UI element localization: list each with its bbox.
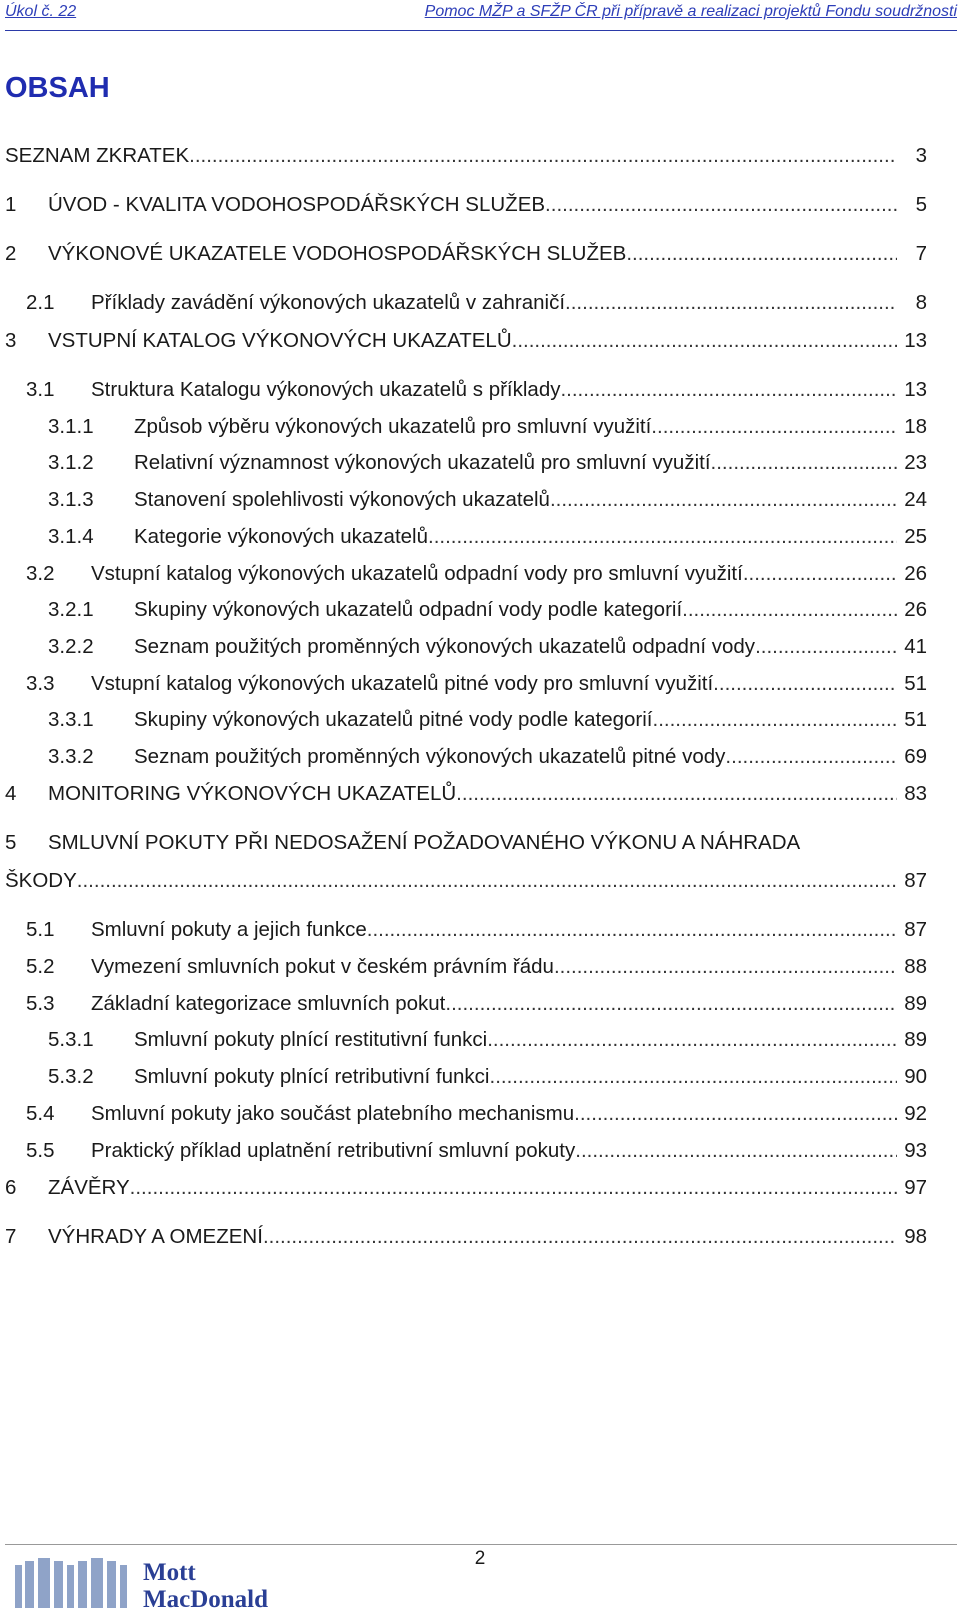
toc-entry-page: 23 — [904, 451, 927, 474]
toc-entry-page: 51 — [904, 672, 927, 695]
toc-entry[interactable] — [26, 989, 927, 1019]
toc-entry-title: Vstupní katalog výkonových ukazatelů odpadní vody pro smluvní využití — [91, 562, 743, 585]
toc-entry[interactable] — [48, 522, 927, 552]
toc-entry-page: 88 — [904, 955, 927, 978]
toc-entry-page: 7 — [915, 242, 927, 265]
toc-entry-number: 5.5 — [26, 1139, 55, 1162]
toc-entry-page: 69 — [904, 745, 927, 768]
toc-entry-number: 3 — [5, 329, 17, 352]
toc-entry[interactable] — [5, 239, 927, 269]
toc-entry-title: VÝKONOVÉ UKAZATELE VODOHOSPODÁŘSKÝCH SLUŽEB — [48, 242, 627, 265]
toc-entry-page: 87 — [904, 869, 927, 892]
toc-entry-number: 5.3.2 — [48, 1065, 94, 1088]
toc-entry-number: 3.2.1 — [48, 598, 94, 621]
toc-entry-page: 13 — [904, 378, 927, 401]
toc-entry-title: VÝHRADY A OMEZENÍ — [48, 1225, 263, 1248]
toc-entry[interactable] — [48, 742, 927, 772]
toc-entry-page: 13 — [904, 329, 927, 352]
toc-entry[interactable] — [48, 1062, 927, 1092]
toc-entry-title: Smluvní pokuty plnící retributivní funkci — [134, 1065, 490, 1088]
toc-entry[interactable] — [48, 705, 927, 735]
toc-entry-title: Smluvní pokuty jako součást platebního mechanismu — [91, 1102, 575, 1125]
running-header — [5, 3, 957, 27]
toc-entry-number: 3.1.4 — [48, 525, 94, 548]
toc-entry-title: SEZNAM ZKRATEK — [5, 144, 190, 167]
toc-entry-page: 3 — [915, 144, 927, 167]
toc-entry[interactable] — [26, 1099, 927, 1129]
toc-entry[interactable] — [5, 1173, 927, 1203]
toc-entry[interactable] — [48, 1025, 927, 1055]
toc-entry-page: 89 — [904, 1028, 927, 1051]
toc-entry-line1[interactable] — [5, 828, 927, 858]
toc-entry[interactable] — [26, 915, 927, 945]
logo-line2: MacDonald — [143, 1586, 268, 1610]
toc-entry[interactable] — [5, 326, 927, 356]
toc-entry-number: 2 — [5, 242, 17, 265]
toc-entry-title: Smluvní pokuty a jejich funkce — [91, 918, 367, 941]
toc-entry-page: 51 — [904, 708, 927, 731]
page-number: 2 — [474, 1548, 486, 1569]
toc-entry-page: 93 — [904, 1139, 927, 1162]
toc-entry[interactable] — [26, 669, 927, 699]
toc-entry-title: Struktura Katalogu výkonových ukazatelů s příklady — [91, 378, 561, 401]
toc-entry-line2[interactable] — [5, 866, 927, 896]
toc-entry[interactable] — [26, 1136, 927, 1166]
toc-entry-title: ŠKODY — [5, 869, 77, 892]
toc-entry-number: 1 — [5, 193, 17, 216]
toc-entry-title: Skupiny výkonových ukazatelů odpadní vody podle kategorií — [134, 598, 683, 621]
toc-entry[interactable] — [48, 485, 927, 515]
toc-entry-page: 24 — [904, 488, 927, 511]
footer-rule — [5, 1544, 957, 1545]
toc-entry-title: VSTUPNÍ KATALOG VÝKONOVÝCH UKAZATELŮ — [48, 329, 512, 352]
toc-entry-page: 41 — [904, 635, 927, 658]
toc-entry-title: Seznam použitých proměnných výkonových ukazatelů pitné vody — [134, 745, 726, 768]
toc-entry-title: Smluvní pokuty plnící restitutivní funkci — [134, 1028, 488, 1051]
mott-macdonald-logo — [15, 1555, 315, 1610]
toc-entry-number: 5.3 — [26, 992, 55, 1015]
toc-entry-number: 4 — [5, 782, 17, 805]
toc-entry-number: 6 — [5, 1176, 17, 1199]
header-rule — [5, 30, 957, 31]
toc-entry-page: 87 — [904, 918, 927, 941]
toc-entry-number: 3.2.2 — [48, 635, 94, 658]
toc-entry-page: 83 — [904, 782, 927, 805]
toc-entry-number: 5.4 — [26, 1102, 55, 1125]
toc-entry-page: 26 — [904, 562, 927, 585]
toc-entry-title: MONITORING VÝKONOVÝCH UKAZATELŮ — [48, 782, 457, 805]
toc-entry[interactable] — [48, 412, 927, 442]
toc-entry-title: Seznam použitých proměnných výkonových ukazatelů odpadní vody — [134, 635, 756, 658]
header-task-link[interactable]: Úkol č. 22 — [5, 3, 77, 20]
toc-entry-number: 5.2 — [26, 955, 55, 978]
toc-entry-title: Způsob výběru výkonových ukazatelů pro smluvní využití — [134, 415, 652, 438]
toc-entry[interactable] — [5, 190, 927, 220]
toc-entry-page: 97 — [904, 1176, 927, 1199]
toc-entry-number: 3.1 — [26, 378, 55, 401]
toc-entry-page: 26 — [904, 598, 927, 621]
toc-entry[interactable] — [48, 448, 927, 478]
toc-entry-page: 8 — [915, 291, 927, 314]
toc-entry[interactable] — [48, 595, 927, 625]
toc-entry-title: Stanovení spolehlivosti výkonových ukazatelů — [134, 488, 550, 511]
toc-entry-title: Skupiny výkonových ukazatelů pitné vody podle kategorií — [134, 708, 653, 731]
toc-entry-number: 3.1.3 — [48, 488, 94, 511]
toc-entry-number: 3.3 — [26, 672, 55, 695]
toc-entry-title: ÚVOD - KVALITA VODOHOSPODÁŘSKÝCH SLUŽEB — [48, 193, 546, 216]
toc-entry-number: 3.1.1 — [48, 415, 94, 438]
toc-entry-page: 5 — [915, 193, 927, 216]
toc-entry-title: Relativní významnost výkonových ukazatelů pro smluvní využití — [134, 451, 711, 474]
toc-entry[interactable] — [26, 375, 927, 405]
toc-entry[interactable] — [5, 779, 927, 809]
toc-entry-title: Vymezení smluvních pokut v českém právním řádu — [91, 955, 554, 978]
toc-entry[interactable] — [5, 1222, 927, 1252]
toc-entry-page: 98 — [904, 1225, 927, 1248]
toc-entry-title: Základní kategorizace smluvních pokut — [91, 992, 446, 1015]
toc-entry[interactable] — [26, 952, 927, 982]
toc-entry-page: 89 — [904, 992, 927, 1015]
toc-entry-number: 5 — [5, 831, 17, 854]
toc-entry[interactable] — [48, 632, 927, 662]
toc-entry-title: Příklady zavádění výkonových ukazatelů v zahraničí — [91, 291, 566, 314]
header-project-link[interactable]: Pomoc MŽP a SFŽP ČR při přípravě a realizaci projektů Fondu soudržnosti — [424, 3, 957, 20]
toc-entry[interactable] — [26, 559, 927, 589]
toc-entry-number: 3.1.2 — [48, 451, 94, 474]
toc-entry-number: 2.1 — [26, 291, 55, 314]
toc-entry-title: ZÁVĚRY — [48, 1176, 130, 1199]
toc-entry-number: 5.3.1 — [48, 1028, 94, 1051]
toc-entry-number: 3.3.1 — [48, 708, 94, 731]
toc-entry-number: 5.1 — [26, 918, 55, 941]
toc-entry-number: 3.2 — [26, 562, 55, 585]
toc-entry-title: Vstupní katalog výkonových ukazatelů pitné vody pro smluvní využití — [91, 672, 714, 695]
toc-entry-number: 3.3.2 — [48, 745, 94, 768]
page-title: OBSAH — [5, 72, 110, 104]
toc-entry[interactable] — [5, 141, 927, 171]
toc-entry-page: 90 — [904, 1065, 927, 1088]
toc-entry-title: Kategorie výkonových ukazatelů — [134, 525, 429, 548]
toc-entry-page: 92 — [904, 1102, 927, 1125]
toc-entry[interactable] — [26, 288, 927, 318]
toc-entry-page: 18 — [904, 415, 927, 438]
toc-entry-title: SMLUVNÍ POKUTY PŘI NEDOSAŽENÍ POŽADOVANÉHO VÝKONU A NÁHRADA — [48, 831, 801, 854]
toc-entry-number: 7 — [5, 1225, 17, 1248]
logo-line1: Mott — [143, 1559, 196, 1586]
toc-entry-title: Praktický příklad uplatnění retributivní smluvní pokuty — [91, 1139, 576, 1162]
toc-entry-page: 25 — [904, 525, 927, 548]
